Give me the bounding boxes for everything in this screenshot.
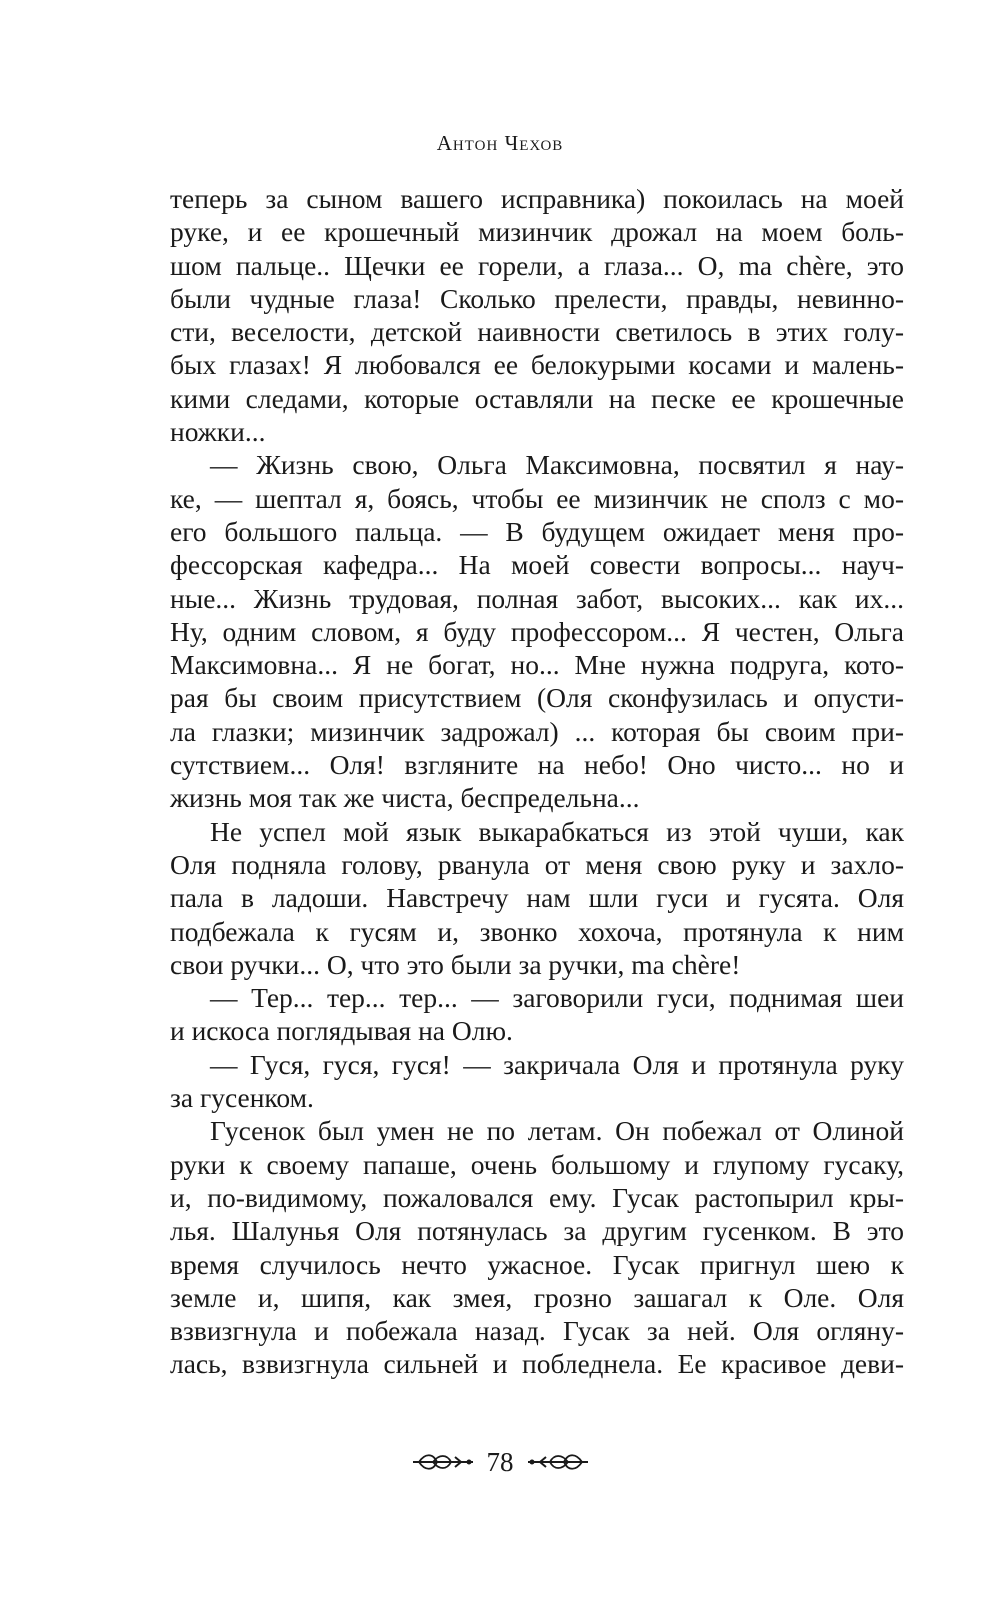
running-header: Антон Чехов [436, 131, 564, 155]
page-footer [0, 1442, 1000, 1482]
page-number: 78 [486, 1447, 514, 1477]
text-line: сутствием... Оля! взгляните на небо! Оно чисто... но и [170, 749, 904, 781]
text-line: — Тер... тер... тер... — заговорили гуси, поднимая шеи [210, 982, 904, 1014]
text-line: — Гуся, гуся, гуся! — закричала Оля и протянула руку [210, 1048, 904, 1080]
text-line: Оля подняла голову, рванула от меня свою руку и захло- [170, 848, 904, 880]
text-line: подбежала к гусям и, звонко хохоча, протянула к ним [170, 915, 904, 947]
text-line: жизнь моя так же чиста, беспредельна... [170, 782, 640, 814]
text-line: свои ручки... О, что это были за ручки, ma chère! [170, 948, 741, 980]
text-line: пала в ладоши. Навстречу нам шли гуси и гусята. Оля [170, 882, 904, 914]
text-line: теперь за сыном вашего исправника) покоилась на моей [170, 183, 904, 214]
text-line: руки к своему папаше, очень большому и глупому гусаку, [170, 1148, 904, 1180]
text-line: рая бы своим присутствием (Оля сконфузилась и опусти- [170, 682, 904, 714]
text-line: фессорская кафедра... На моей совести вопросы... науч- [170, 549, 904, 581]
text-line: его большого пальца. — В будущем ожидает меня про- [170, 515, 904, 547]
left-ornament-icon [411, 1451, 477, 1473]
text-line: Максимовна... Я не богат, но... Мне нужна подруга, кото- [170, 649, 904, 681]
text-line: ке, — шептал я, боясь, чтобы ее мизинчик не сполз с мо- [170, 482, 904, 514]
text-line: бых глазах! Я любовался ее белокурыми косами и малень- [170, 349, 904, 381]
text-line: взвизгнула и побежала назад. Гусак за ней. Оля огляну- [170, 1315, 904, 1347]
text-line: Не успел мой язык выкарабкаться из этой чуши, как [210, 815, 904, 847]
text-line: кими следами, которые оставляли на песке ее крошечные [170, 382, 904, 414]
text-line: за гусенком. [170, 1082, 314, 1114]
text-line: ла глазки; мизинчик задрожал) ... которая бы своим при- [170, 715, 904, 747]
text-line: лась, взвизгнула сильней и побледнела. Ее красивое деви- [170, 1348, 904, 1380]
text-line: — Жизнь свою, Ольга Максимовна, посвятил я нау- [210, 449, 904, 481]
text-line: лья. Шалунья Оля потянулась за другим гусенком. В это [170, 1215, 904, 1247]
body-text [170, 182, 904, 1381]
text-line: ные... Жизнь трудовая, полная забот, высоких... как их... [170, 582, 904, 614]
text-line: и, по-видимому, пожаловался ему. Гусак растопырил кры- [170, 1181, 904, 1213]
text-line: были чудные глаза! Сколько прелести, правды, невинно- [170, 282, 904, 314]
text-line: ножки... [170, 416, 266, 448]
text-line: шом пальце.. Щечки ее горели, а глаза... О, ma chère, это [170, 249, 904, 281]
text-line: и искоса поглядывая на Олю. [170, 1015, 513, 1047]
text-line: Ну, одним словом, я буду профессором... Я честен, Ольга [170, 615, 904, 647]
text-line: время случилось нечто ужасное. Гусак пригнул шею к [170, 1248, 904, 1280]
text-line: руке, и ее крошечный мизинчик дрожал на моем боль- [170, 216, 904, 248]
right-ornament-icon [524, 1451, 590, 1473]
text-line: земле и, шипя, как змея, грозно зашагал к Оле. Оля [170, 1281, 904, 1313]
text-line: Гусенок был умен не по летам. Он побежал от Олиной [210, 1115, 904, 1147]
text-line: сти, веселости, детской наивности светилось в этих голу- [170, 316, 904, 348]
